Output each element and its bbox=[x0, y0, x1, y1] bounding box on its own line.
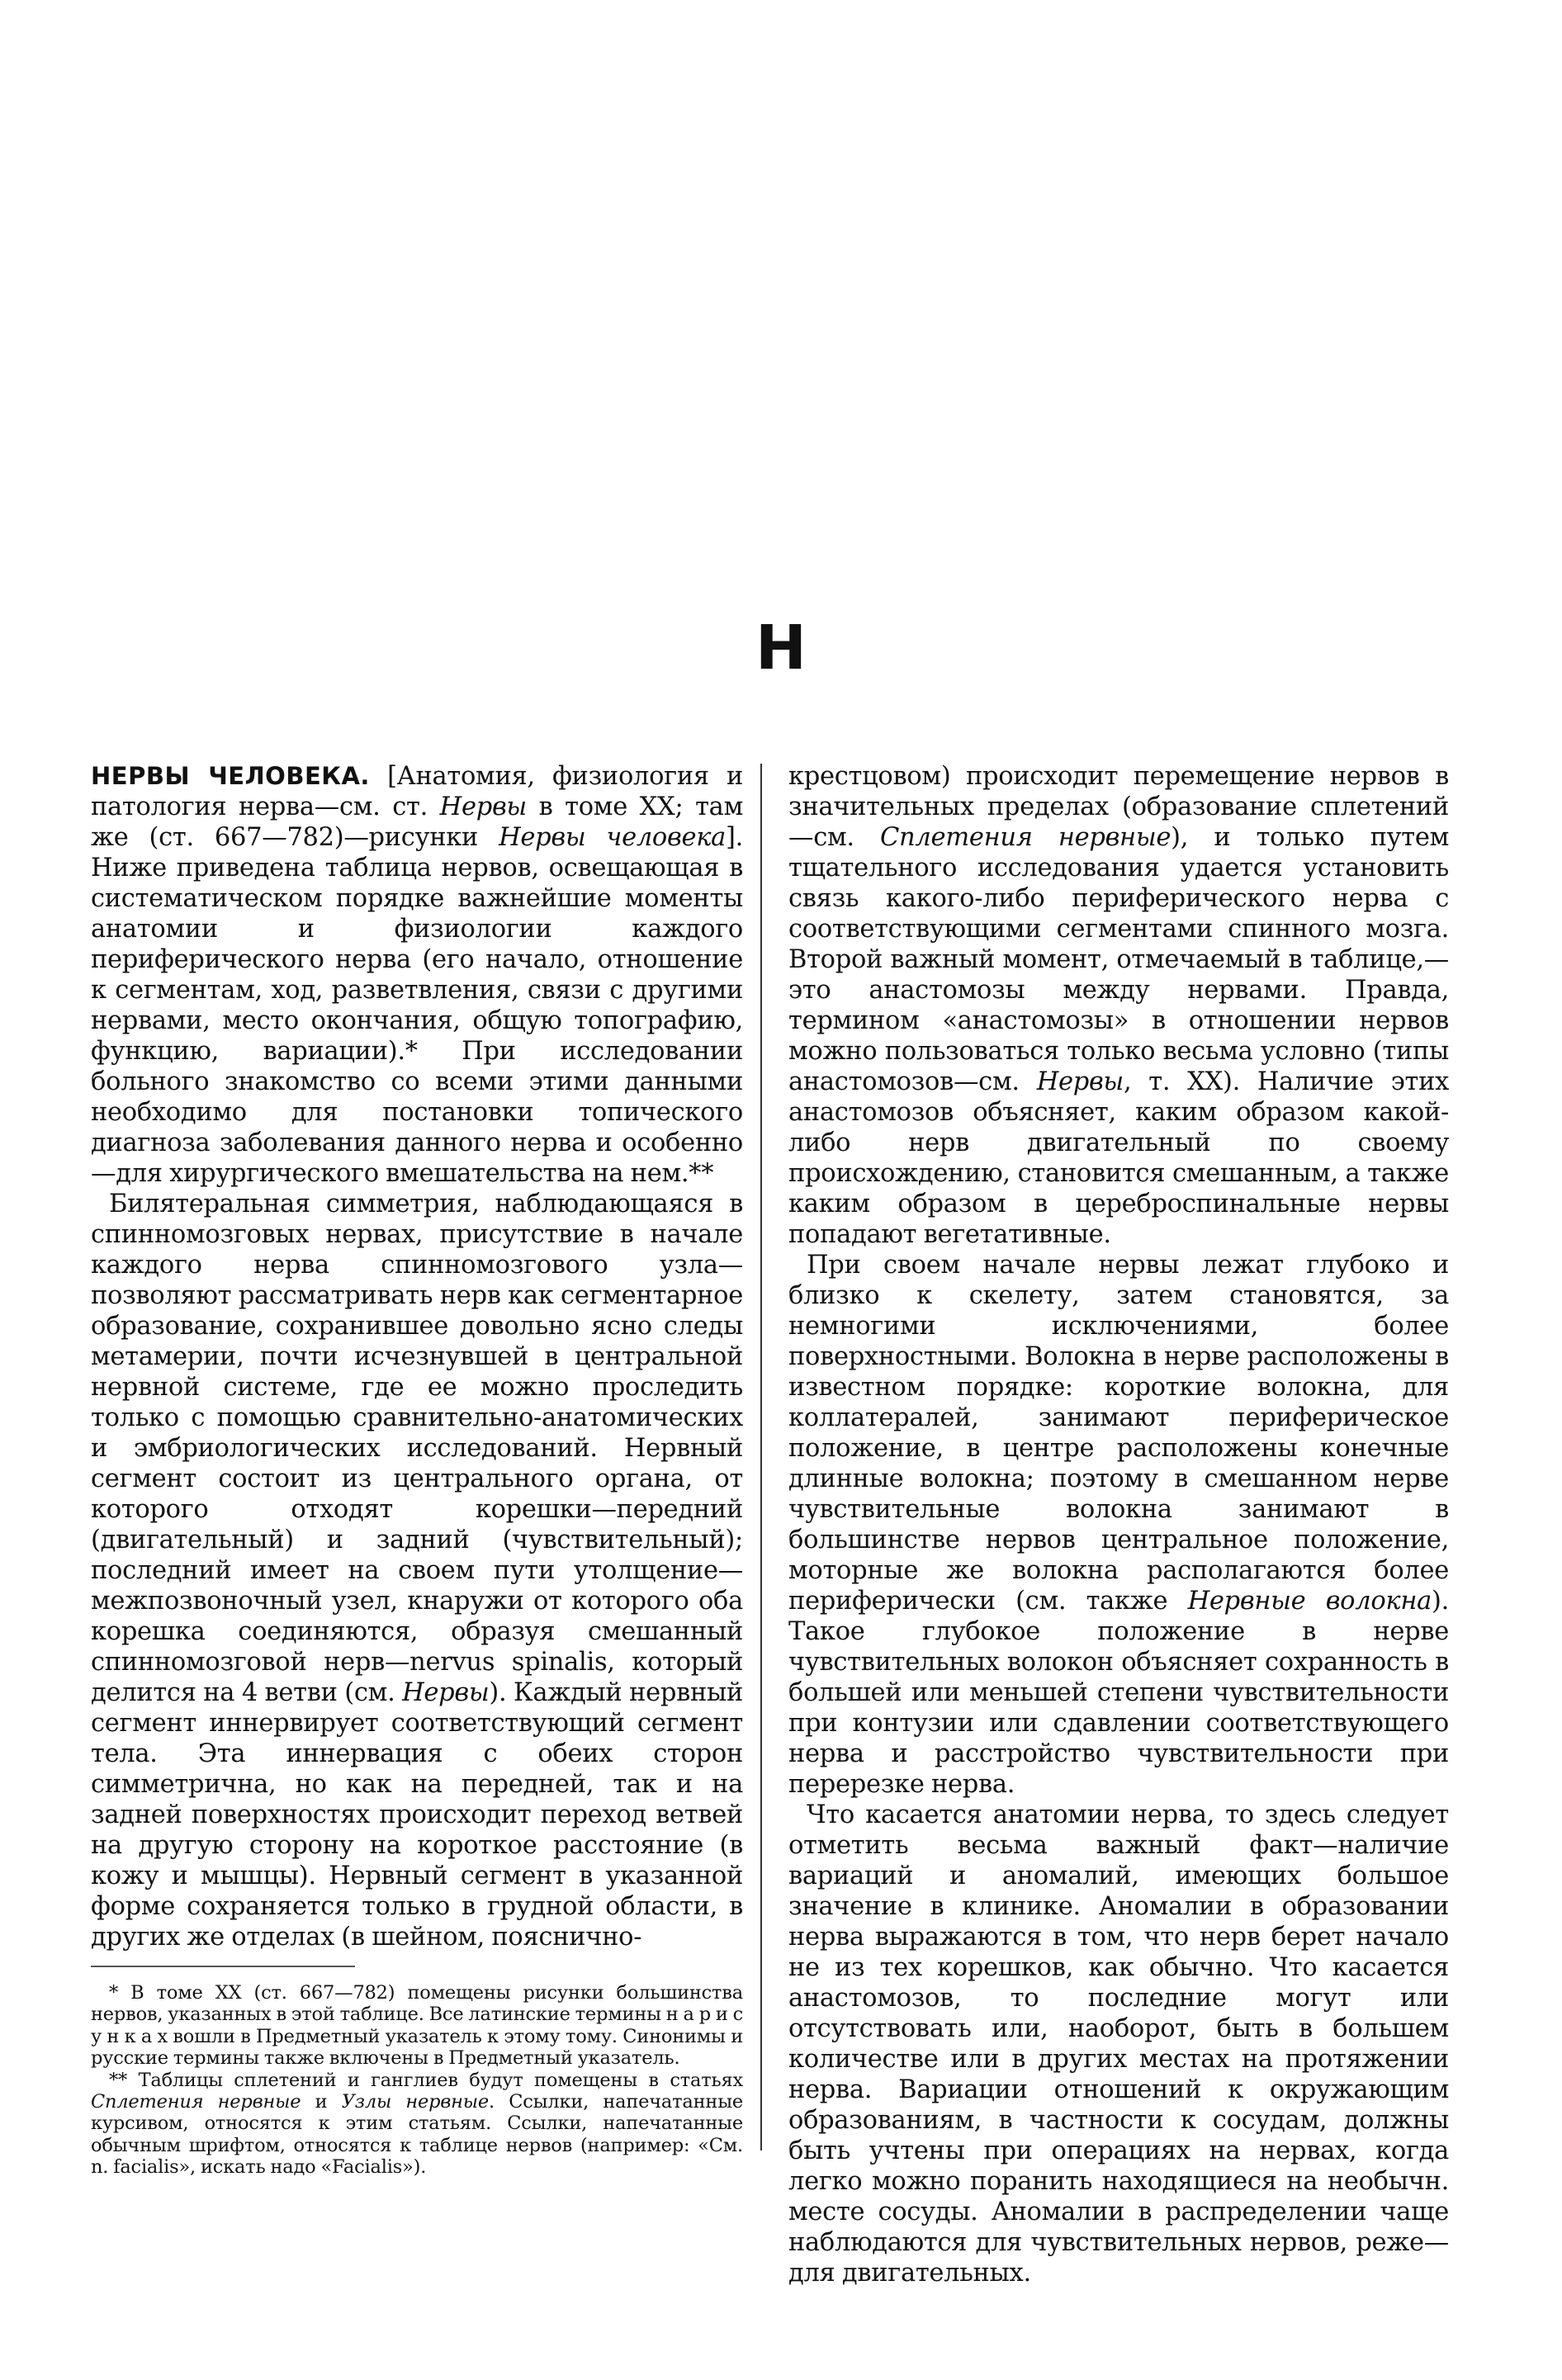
section-letter: Н bbox=[755, 613, 807, 684]
nerve-position-paragraph: При своем начале нервы лежат глубоко и близко к скелету, затем становятся, за немногими исключениями, более поверхностными. Волокна в нерве расположены в известном порядке: короткие волокна, для коллатералей, занимают периферическое положение, в центре расположены конечные длинные волокна; поэтому в смешанном нерве чувствительные волокна занимают в большинстве нервов центральное положение, моторные же волокна располагаются более периферически (см. также Нервные волокна). Такое глубокое положение в нерве чувствительных волокон объясняет сохранность в большей или меньшей степени чувствительности при контузии или сдавлении соответствующего нерва и расстройство чувствительности при перерезке нерва. bbox=[788, 1251, 1449, 1799]
italic-term: Узлы нервные bbox=[341, 2091, 490, 2113]
italic-term: Нервы bbox=[1036, 1067, 1124, 1096]
anatomy-variations-paragraph: Что касается анатомии нерва, то здесь следует отметить весьма важный факт—наличие вариаций и аномалий, имеющих большое значение в клинике. Аномалии в образовании нерва выражаются в том, что нерв берет начало не из тех корешков, как обычно. Что касается анастомозов, то последние могут или отсутствовать или, наоборот, быть в большем количестве или в других местах на протяжении нерва. Вариации отношений к окружающим образованиям, в частности к сосудам, должны быть учтены при операциях на нервах, когда легко можно поранить находящиеся на необычн. месте сосуды. Аномалии в распределении чаще наблюдаются для чувствительных нервов, реже—для двигательных. bbox=[788, 1800, 1449, 2288]
continuation-paragraph: крестцовом) происходит перемещение нервов в значительных пределах (образование сплетений—см. Сплетения нервные), и только путем тщательного исследования удается установить связь какого-либо периферического нерва с соответствующими сегментами спинного мозга. Второй важный момент, отмечаемый в таблице,—это анастомозы между нервами. Правда, термином «анастомозы» в отношении нервов можно пользоваться только весьма условно (типы анастомозов—см. Нервы, т. XX). Наличие этих анастомозов объясняет, каким образом какой-либо нерв двигательный по своему происхождению, становится смешанным, а также каким образом в цереброспинальные нервы попадают вегетативные. bbox=[788, 762, 1449, 1249]
footnote-1: * В томе XX (ст. 667—782) помещены рисунки большинства нервов, указанных в этой таблице. Все латинские термины н а р и с у н к а х вошли в Предметный указатель к этому тому. Синонимы и русские термины также включены в Предметный указатель. bbox=[91, 1982, 744, 2070]
right-column bbox=[788, 761, 1449, 2288]
italic-term: Сплетения нервные bbox=[880, 823, 1172, 852]
column-divider bbox=[760, 764, 762, 2151]
intro-paragraph-text: [Анатомия, физиология и патология нерва—см. ст. Нервы в томе XX; там же (ст. 667—782)—рисунки Нервы человека]. Ниже приведена таблица нервов, освещающая в систематическом порядке важнейшие моменты анатомии и физиологии каждого периферического нерва (его начало, отношение к сегментам, ход, разветвления, связи с другими нервами, место окончания, общую топографию, функцию, вариации).* При исследовании больного знакомство со всеми этими данными необходимо для постановки топического диагноза заболевания данного нерва и особенно—для хирургического вмешательства на нем.** bbox=[91, 762, 743, 1188]
italic-term: Нервы bbox=[402, 1678, 490, 1707]
left-column bbox=[91, 761, 743, 2179]
article-heading: НЕРВЫ ЧЕЛОВЕКА. bbox=[91, 762, 370, 790]
footnote-divider bbox=[91, 1966, 355, 1967]
footnote-2: ** Таблицы сплетений и ганглиев будут помещены в статьях Сплетения нервные и Узлы нервные. Ссылки, напечатанные курсивом, относятся к этим статьям. Ссылки, напечатанные обычным шрифтом, относятся к таблице нервов (например: «См. n. facialis», искать надо «Facialis»). bbox=[91, 2069, 744, 2179]
italic-term: Нервные волокна bbox=[1187, 1587, 1432, 1616]
italic-term: Нервы человека bbox=[499, 823, 726, 852]
intro-paragraph bbox=[91, 761, 743, 1189]
italic-term: Сплетения нервные bbox=[91, 2091, 301, 2113]
symmetry-paragraph: Билятеральная симметрия, наблюдающаяся в спинномозговых нервах, присутствие в начале каждого нерва спинномозгового узла—позволяют рассматривать нерв как сегментарное образование, сохранившее довольно ясно следы метамерии, почти исчезнувшей в центральной нервной системе, где ее можно проследить только с помощью сравнительно-анатомических и эмбриологических исследований. Нервный сегмент состоит из центрального органа, от которого отходят корешки—передний (двигательный) и задний (чувствительный); последний имеет на своем пути утолщение—межпозвоночный узел, кнаружи от которого оба корешка соединяются, образуя смешанный спинномозговой нерв—nervus spinalis, который делится на 4 ветви (см. Нервы). Каждый нервный сегмент иннервирует соответствующий сегмент тела. Эта иннервация с обеих сторон симметрична, но как на передней, так и на задней поверхностях происходит переход ветвей на другую сторону на короткое расстояние (в кожу и мышцы). Нервный сегмент в указанной форме сохраняется только в грудной области, в других же отделах (в шейном, пояснично- bbox=[91, 1190, 743, 1952]
italic-term: Нервы bbox=[439, 793, 527, 821]
